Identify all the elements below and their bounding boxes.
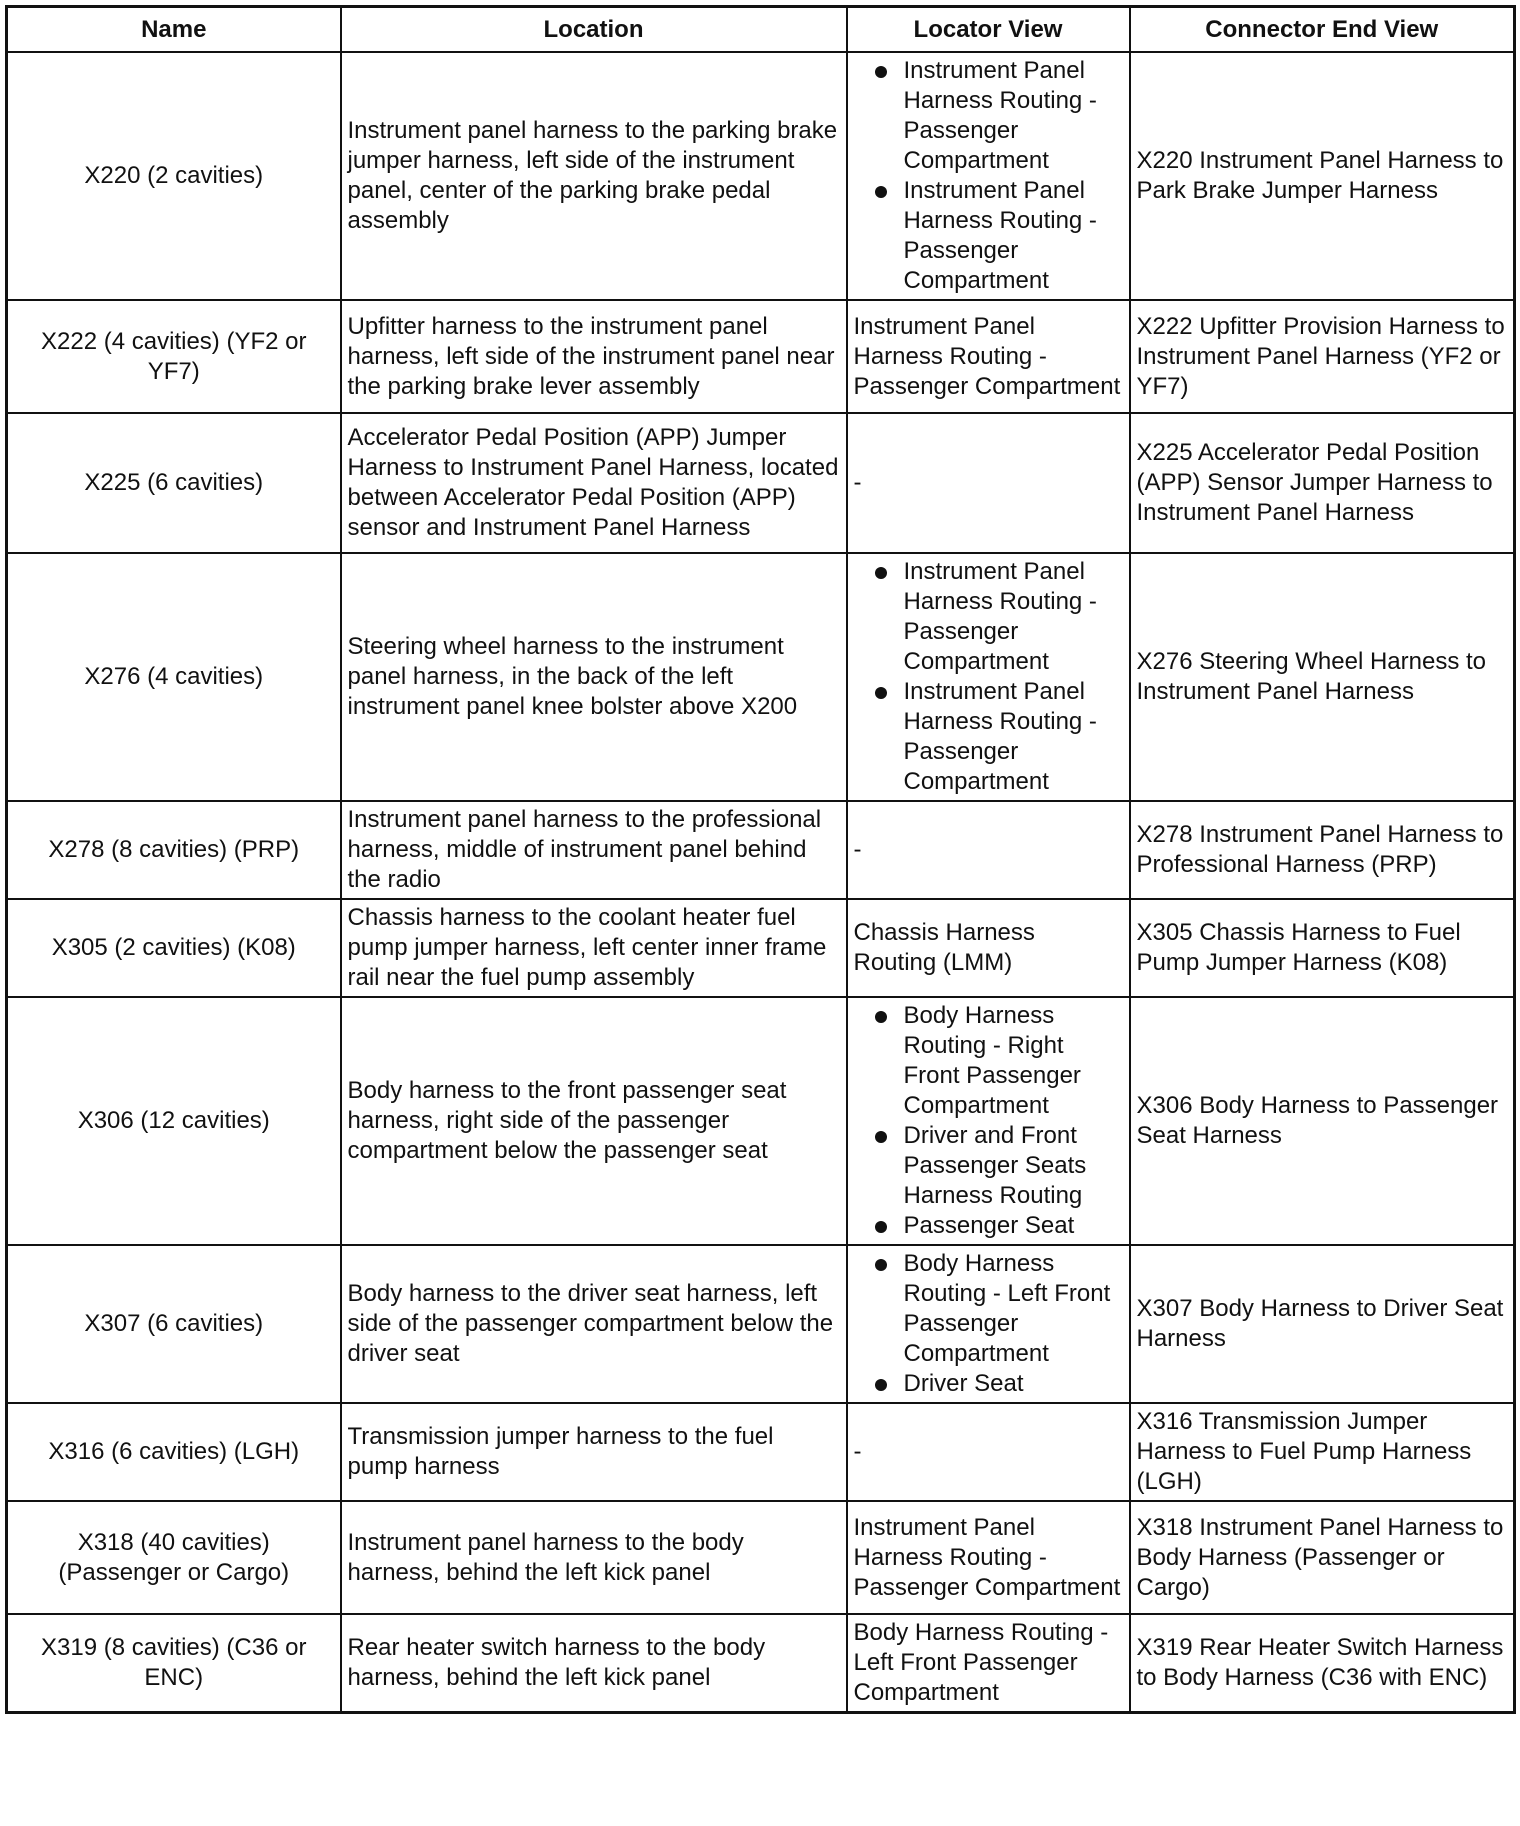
connector-table [5, 5, 1516, 1714]
location-cell: Instrument panel harness to the professional harness, middle of instrument panel behind the radio [341, 801, 847, 899]
locator-view-item [854, 56, 1123, 176]
bullet-icon [875, 66, 887, 78]
bullet-icon [875, 1379, 887, 1391]
bullet-icon [875, 186, 887, 198]
connector-name-cell: X220 (2 cavities) [7, 52, 341, 300]
connector-end-view-cell: X316 Transmission Jumper Harness to Fuel Pump Harness (LGH) [1130, 1403, 1515, 1501]
connector-end-view-cell: X306 Body Harness to Passenger Seat Harness [1130, 997, 1515, 1245]
locator-view-item [854, 1211, 1123, 1241]
location-cell: Instrument panel harness to the body harness, behind the left kick panel [341, 1501, 847, 1614]
locator-view-text: Chassis Harness Routing (LMM) [853, 919, 1035, 976]
locator-view-list [854, 56, 1123, 296]
locator-view-item [854, 677, 1123, 797]
table-row [7, 899, 1515, 997]
bullet-icon [875, 1131, 887, 1143]
locator-view-item-text: Body Harness Routing - Right Front Passenger Compartment [903, 1002, 1081, 1119]
connector-name-cell: X316 (6 cavities) (LGH) [7, 1403, 341, 1501]
table-body [7, 52, 1515, 1713]
location-cell: Accelerator Pedal Position (APP) Jumper Harness to Instrument Panel Harness, located between Accelerator Pedal Position (APP) sensor and Instrument Panel Harness [341, 413, 847, 553]
table-row [7, 553, 1515, 801]
location-cell: Upfitter harness to the instrument panel harness, left side of the instrument panel near the parking brake lever assembly [341, 300, 847, 413]
header-location: Location [341, 7, 847, 53]
table-row [7, 997, 1515, 1245]
table-row [7, 1501, 1515, 1614]
location-cell: Steering wheel harness to the instrument panel harness, in the back of the left instrument panel knee bolster above X200 [341, 553, 847, 801]
header-connector-end-view: Connector End View [1130, 7, 1515, 53]
locator-view-cell [847, 801, 1130, 899]
table-row [7, 413, 1515, 553]
locator-view-cell [847, 300, 1130, 413]
connector-list-document [5, 5, 1516, 1714]
connector-name-cell: X225 (6 cavities) [7, 413, 341, 553]
table-row [7, 1245, 1515, 1403]
header-locator-view: Locator View [847, 7, 1130, 53]
connector-name-cell: X222 (4 cavities) (YF2 or YF7) [7, 300, 341, 413]
locator-view-item-text: Passenger Seat [903, 1212, 1075, 1239]
bullet-icon [875, 567, 887, 579]
header-row [7, 7, 1515, 53]
locator-view-list [854, 557, 1123, 797]
connector-end-view-cell: X278 Instrument Panel Harness to Professional Harness (PRP) [1130, 801, 1515, 899]
locator-view-item-text: Instrument Panel Harness Routing - Passenger Compartment [903, 558, 1097, 675]
connector-end-view-cell: X220 Instrument Panel Harness to Park Brake Jumper Harness [1130, 52, 1515, 300]
locator-view-text: Instrument Panel Harness Routing - Passenger Compartment [853, 1513, 1121, 1601]
locator-view-cell [847, 1245, 1130, 1403]
locator-view-item-text: Instrument Panel Harness Routing - Passenger Compartment [903, 177, 1097, 294]
locator-view-cell [847, 1614, 1130, 1713]
connector-name-cell: X318 (40 cavities) (Passenger or Cargo) [7, 1501, 341, 1614]
locator-view-item [854, 557, 1123, 677]
locator-view-list [854, 1249, 1123, 1399]
table-row [7, 1403, 1515, 1501]
locator-view-item-text: Body Harness Routing - Left Front Passenger Compartment [903, 1250, 1111, 1367]
location-cell: Body harness to the driver seat harness, left side of the passenger compartment below the driver seat [341, 1245, 847, 1403]
locator-view-text: - [853, 469, 862, 496]
locator-view-item-text: Instrument Panel Harness Routing - Passenger Compartment [903, 678, 1097, 795]
header-name: Name [7, 7, 341, 53]
table-row [7, 801, 1515, 899]
connector-name-cell: X306 (12 cavities) [7, 997, 341, 1245]
locator-view-item-text: Driver Seat [903, 1370, 1024, 1397]
table-row [7, 300, 1515, 413]
locator-view-item [854, 1121, 1123, 1211]
locator-view-cell [847, 1501, 1130, 1614]
locator-view-cell [847, 413, 1130, 553]
location-cell: Rear heater switch harness to the body harness, behind the left kick panel [341, 1614, 847, 1713]
locator-view-cell [847, 899, 1130, 997]
locator-view-item [854, 1249, 1123, 1369]
connector-end-view-cell: X318 Instrument Panel Harness to Body Harness (Passenger or Cargo) [1130, 1501, 1515, 1614]
locator-view-cell [847, 1403, 1130, 1501]
locator-view-item [854, 1369, 1123, 1399]
connector-end-view-cell: X307 Body Harness to Driver Seat Harness [1130, 1245, 1515, 1403]
locator-view-item [854, 1001, 1123, 1121]
locator-view-text: - [853, 836, 862, 863]
location-cell: Body harness to the front passenger seat harness, right side of the passenger compartment below the passenger seat [341, 997, 847, 1245]
connector-end-view-cell: X222 Upfitter Provision Harness to Instrument Panel Harness (YF2 or YF7) [1130, 300, 1515, 413]
bullet-icon [875, 1259, 887, 1271]
locator-view-item [854, 176, 1123, 296]
bullet-icon [875, 687, 887, 699]
locator-view-cell [847, 553, 1130, 801]
locator-view-item-text: Instrument Panel Harness Routing - Passenger Compartment [903, 57, 1097, 174]
locator-view-cell [847, 997, 1130, 1245]
connector-name-cell: X305 (2 cavities) (K08) [7, 899, 341, 997]
connector-end-view-cell: X319 Rear Heater Switch Harness to Body Harness (C36 with ENC) [1130, 1614, 1515, 1713]
connector-end-view-cell: X225 Accelerator Pedal Position (APP) Sensor Jumper Harness to Instrument Panel Harness [1130, 413, 1515, 553]
connector-end-view-cell: X305 Chassis Harness to Fuel Pump Jumper Harness (K08) [1130, 899, 1515, 997]
locator-view-cell [847, 52, 1130, 300]
table-row [7, 52, 1515, 300]
location-cell: Transmission jumper harness to the fuel pump harness [341, 1403, 847, 1501]
locator-view-item-text: Driver and Front Passenger Seats Harness Routing [903, 1122, 1087, 1209]
locator-view-text: Instrument Panel Harness Routing - Passenger Compartment [853, 312, 1121, 400]
connector-end-view-cell: X276 Steering Wheel Harness to Instrument Panel Harness [1130, 553, 1515, 801]
connector-name-cell: X278 (8 cavities) (PRP) [7, 801, 341, 899]
location-cell: Instrument panel harness to the parking brake jumper harness, left side of the instrument panel, center of the parking brake pedal assembly [341, 52, 847, 300]
bullet-icon [875, 1011, 887, 1023]
connector-name-cell: X276 (4 cavities) [7, 553, 341, 801]
bullet-icon [875, 1221, 887, 1233]
locator-view-list [854, 1001, 1123, 1241]
connector-name-cell: X307 (6 cavities) [7, 1245, 341, 1403]
locator-view-text: Body Harness Routing - Left Front Passenger Compartment [853, 1619, 1109, 1706]
table-row [7, 1614, 1515, 1713]
locator-view-text: - [853, 1438, 862, 1465]
connector-name-cell: X319 (8 cavities) (C36 or ENC) [7, 1614, 341, 1713]
location-cell: Chassis harness to the coolant heater fuel pump jumper harness, left center inner frame rail near the fuel pump assembly [341, 899, 847, 997]
